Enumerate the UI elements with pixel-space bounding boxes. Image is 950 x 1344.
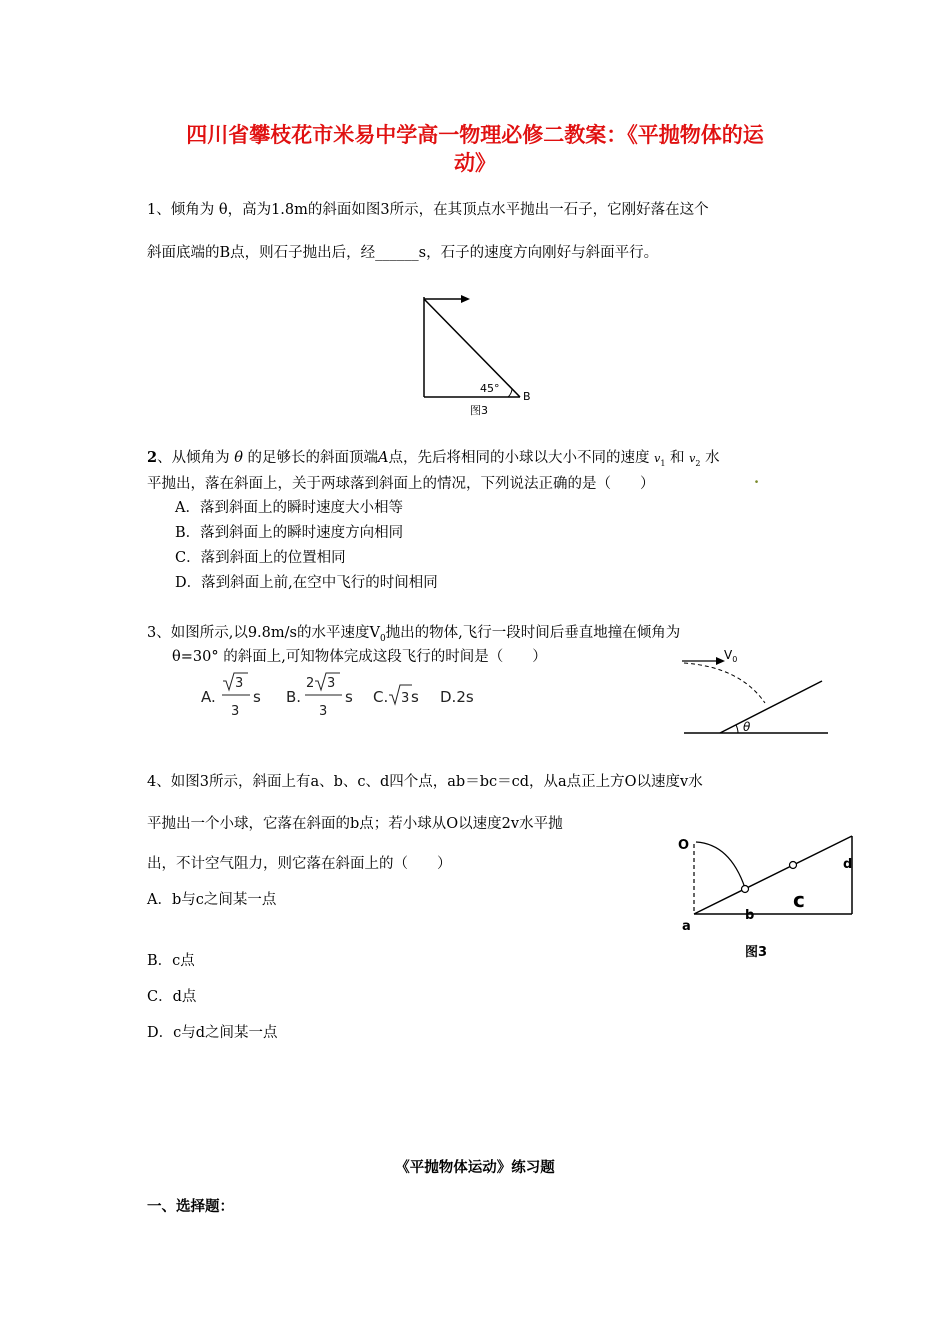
q4-slope [694, 836, 852, 914]
q4-figure [670, 830, 870, 965]
q1-point-b: B [523, 390, 531, 403]
svg-text:3: 3 [235, 676, 244, 691]
q3-theta-label: θ [743, 720, 751, 734]
q4-ball-b [742, 886, 749, 893]
q1-figure [410, 290, 540, 420]
q1-angle-label: 45° [480, 382, 500, 395]
svg-text:s: s [411, 688, 419, 706]
q4-line1: 4、如图3所示，斜面上有a、b、c、d四个点，ab＝bc＝cd，从a点正上方O以速度v水 [147, 774, 703, 790]
q3-line1: 3、如图所示,以9.8m/s的水平速度$V_0$抛出的物体,飞行一段时间后垂直地撞在倾角为 [147, 625, 681, 644]
q2-number: 2 [147, 449, 158, 466]
q2-line1: 2、从倾角为 θ 的足够长的斜面顶端A点，先后将相同的小球以大小不同的速度 $v_1$ 和 $v_2$ 水 [147, 449, 720, 468]
page-title-line2: 动》 [454, 150, 496, 175]
q4-option-b: B．c点 [147, 953, 195, 969]
q4-trajectory [696, 842, 745, 888]
q4-ball-c [790, 862, 797, 869]
page-title-line1: 四川省攀枝花市米易中学高一物理必修二教案：《平抛物体的运 [186, 122, 764, 147]
q4-option-a: A．b与c之间某一点 [147, 892, 277, 908]
q1-arrow-head [461, 295, 470, 303]
q2-option-d: D．落到斜面上前,在空中飞行的时间相同 [175, 575, 438, 591]
q2-option-c: C．落到斜面上的位置相同 [175, 550, 346, 566]
q4-label-c: c [793, 888, 805, 912]
q4-label-a: a [682, 919, 691, 934]
q2-option-b: B．落到斜面上的瞬时速度方向相同 [175, 525, 404, 541]
q1-line1: 1、倾角为 θ，高为1.8m的斜面如图3所示，在其顶点水平抛出一石子，它刚好落在这个 [147, 202, 709, 218]
practice-title: 《平抛物体运动》练习题 [395, 1159, 555, 1176]
q1-line2: 斜面底端的B点，则石子抛出后，经______s，石子的速度方向刚好与斜面平行。 [147, 245, 659, 261]
q4-option-c: C．d点 [147, 989, 197, 1005]
svg-text:3: 3 [327, 676, 336, 691]
q3-slope [720, 681, 822, 733]
svg-text:2: 2 [306, 676, 315, 691]
q4-label-d: d [843, 857, 853, 872]
q3-options [195, 668, 495, 724]
q3-figure [680, 645, 830, 740]
q3-option-d-label: D.2s [440, 688, 474, 706]
q4-label-o: O [678, 838, 690, 853]
q2-theta: θ [234, 450, 243, 466]
q2-option-a: A．落到斜面上的瞬时速度大小相等 [175, 500, 403, 516]
q4-line2: 平抛出一个小球，它落在斜面的b点；若小球从O以速度2v水平抛 [147, 816, 563, 832]
svg-text:3: 3 [231, 704, 240, 719]
q3-line2: θ=30° 的斜面上,可知物体完成这段飞行的时间是（ ） [172, 649, 547, 665]
q4-line3: 出，不计空气阻力，则它落在斜面上的（ ） [147, 856, 452, 872]
svg-text:s: s [345, 688, 353, 706]
q4-fig-caption: 图3 [745, 945, 768, 960]
q3-option-b-label: B. [286, 688, 302, 706]
q3-option-a-label: A. [201, 688, 216, 706]
q2-point-a: A [378, 450, 389, 466]
svg-text:3: 3 [319, 704, 328, 719]
svg-text:s: s [253, 688, 261, 706]
q1-fig-caption: 图3 [470, 404, 488, 417]
svg-text:3: 3 [401, 691, 410, 706]
q4-option-d: D．c与d之间某一点 [147, 1025, 278, 1041]
q3-option-c-label: C. [373, 688, 389, 706]
q3-trajectory [684, 663, 765, 703]
q4-label-b: b [745, 908, 755, 923]
q3-v0-label: $V_0$ [724, 648, 738, 664]
q1-slope [424, 299, 520, 397]
q2-dot: . [754, 470, 760, 487]
practice-section-heading: 一、选择题： [147, 1198, 234, 1215]
q2-line2: 平抛出，落在斜面上，关于两球落到斜面上的情况，下列说法正确的是（ ） [147, 476, 655, 492]
